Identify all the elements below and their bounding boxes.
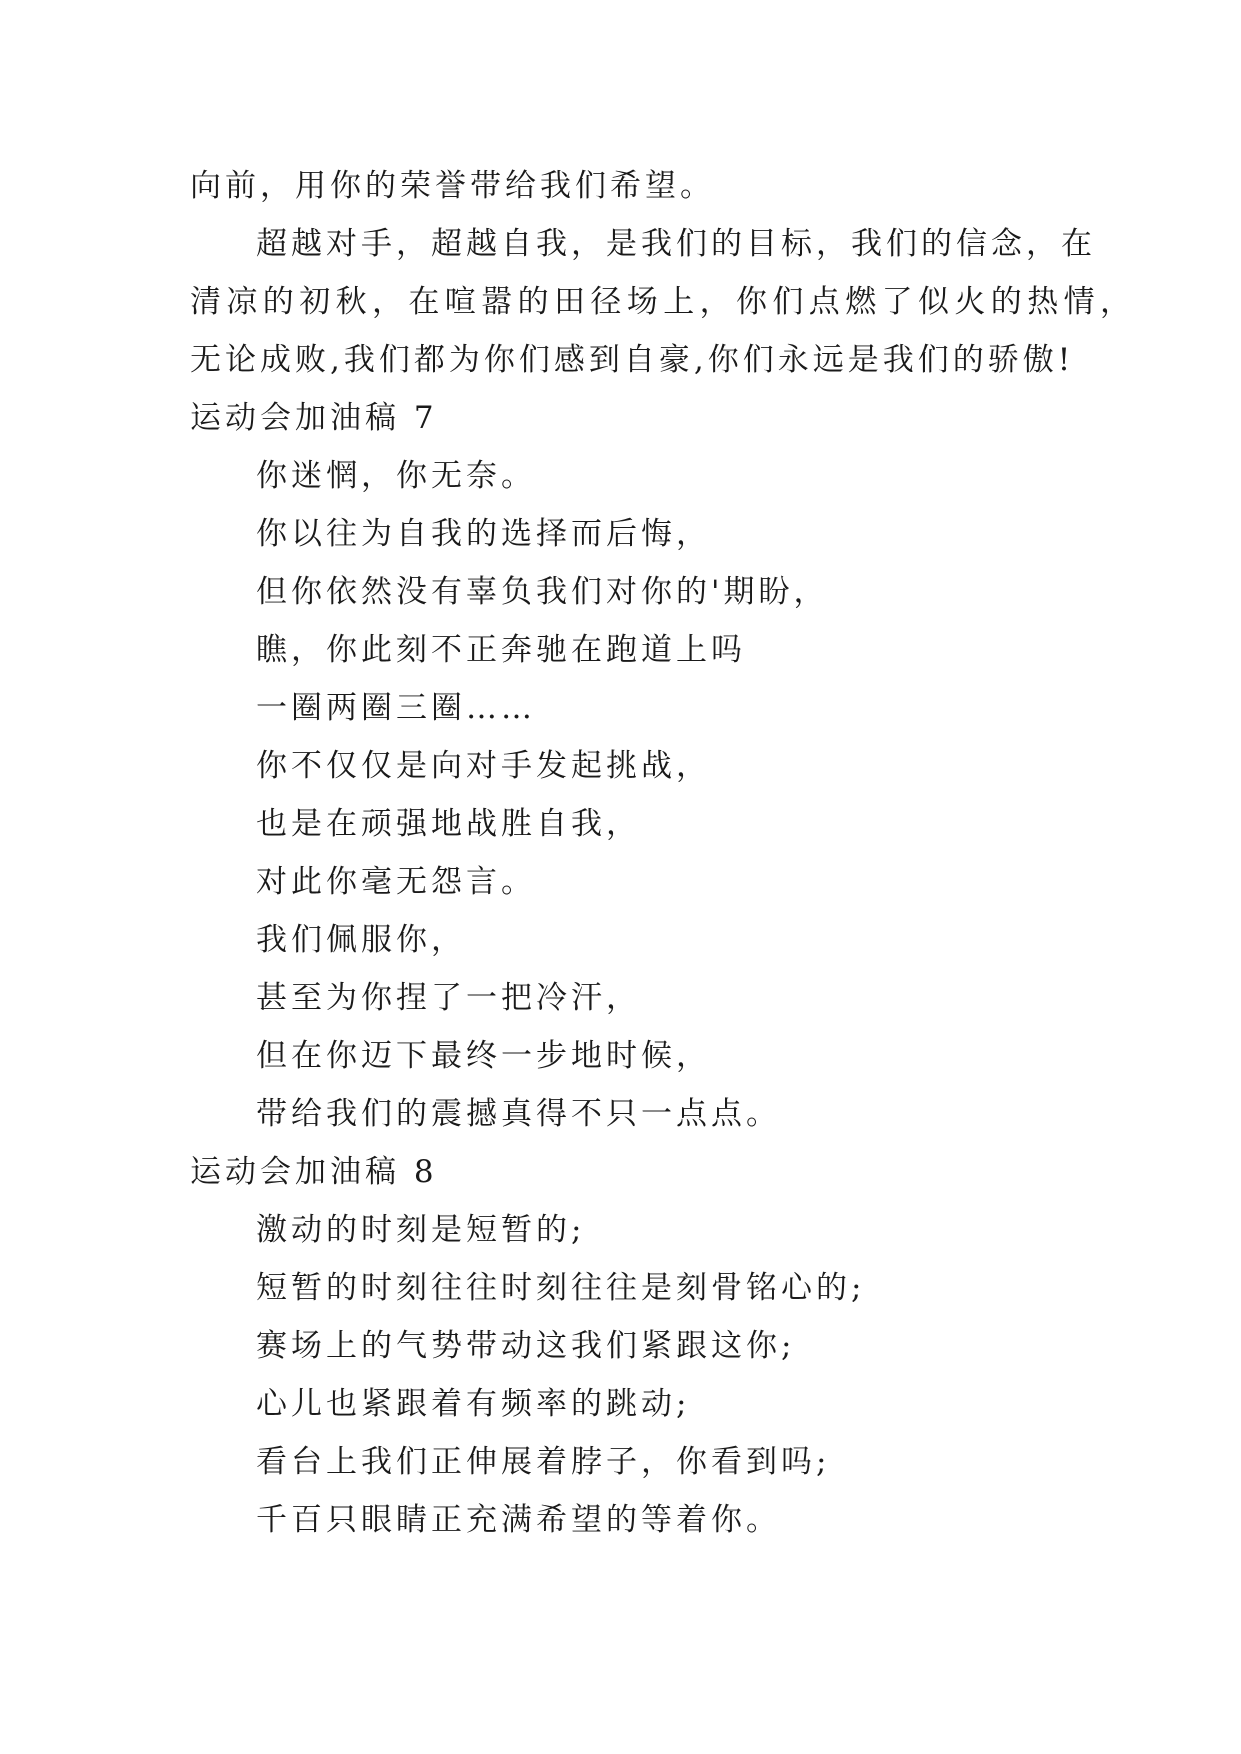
- section-heading: 运动会加油稿 8: [190, 1154, 438, 1190]
- verse-line: 带给我们的震撼真得不只一点点。: [256, 1096, 781, 1132]
- verse-line: 千百只眼睛正充满希望的等着你。: [256, 1502, 781, 1538]
- verse-line: 瞧，你此刻不正奔驰在跑道上吗: [256, 632, 746, 668]
- verse-line: 心儿也紧跟着有频率的跳动;: [256, 1386, 691, 1422]
- paragraph-line: 清凉的初秋，在喧嚣的田径场上，你们点燃了似火的热情，: [190, 284, 1137, 320]
- verse-line: 短暂的时刻往往时刻往往是刻骨铭心的;: [256, 1270, 866, 1306]
- section-heading: 运动会加油稿 7: [190, 400, 438, 436]
- verse-line: 但在你迈下最终一步地时候，: [256, 1038, 711, 1074]
- verse-line: 赛场上的气势带动这我们紧跟这你;: [256, 1328, 796, 1364]
- verse-line: 对此你毫无怨言。: [256, 864, 536, 900]
- verse-line: 但你依然没有辜负我们对你的'期盼，: [256, 574, 829, 610]
- verse-line: 你不仅仅是向对手发起挑战，: [256, 748, 711, 784]
- verse-line: 你迷惘，你无奈。: [256, 458, 536, 494]
- verse-line: 我们佩服你，: [256, 922, 466, 958]
- verse-line: 你以往为自我的选择而后悔，: [256, 516, 711, 552]
- paragraph-continuation: 向前，用你的荣誉带给我们希望。: [190, 168, 715, 204]
- verse-line: 一圈两圈三圈……: [256, 690, 536, 726]
- verse-line: 看台上我们正伸展着脖子，你看到吗;: [256, 1444, 831, 1480]
- verse-line: 甚至为你捏了一把冷汗，: [256, 980, 641, 1016]
- verse-line: 激动的时刻是短暂的;: [256, 1212, 586, 1248]
- paragraph-line: 超越对手，超越自我，是我们的目标，我们的信念，在: [256, 226, 1096, 262]
- verse-line: 也是在顽强地战胜自我，: [256, 806, 641, 842]
- paragraph-line: 无论成败,我们都为你们感到自豪,你们永远是我们的骄傲!: [190, 342, 1075, 378]
